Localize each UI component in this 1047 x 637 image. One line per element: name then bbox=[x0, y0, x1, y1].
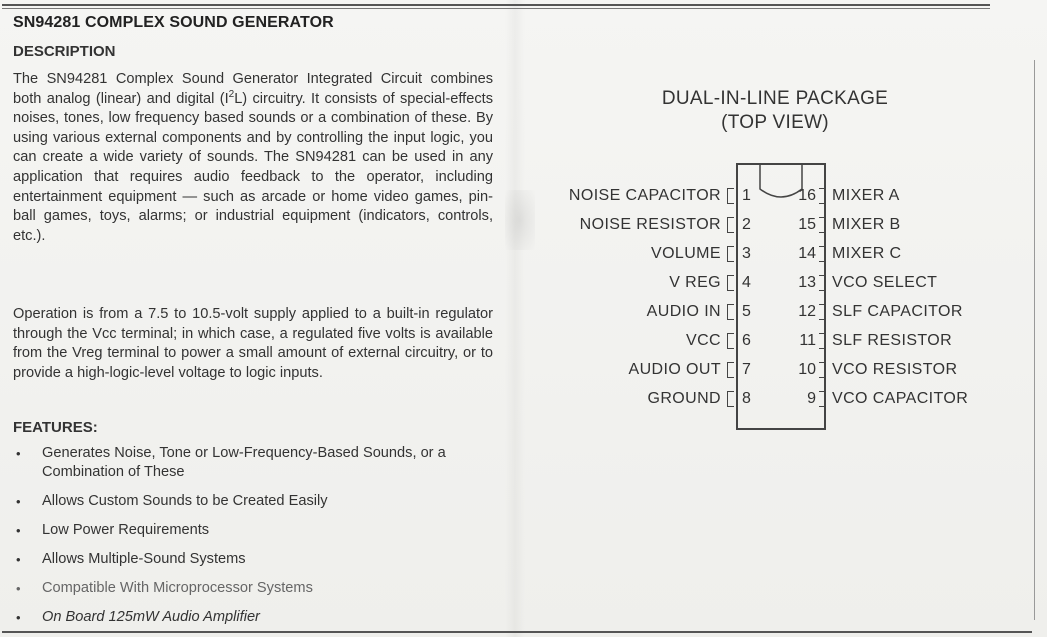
top-rule-thin bbox=[2, 8, 990, 9]
pin-number: 11 bbox=[799, 331, 816, 349]
pin-label: VCO CAPACITOR bbox=[832, 389, 969, 407]
features-list bbox=[16, 444, 506, 637]
pin-pad-icon bbox=[819, 275, 826, 291]
features-heading: FEATURES: bbox=[13, 419, 98, 436]
pin-label: AUDIO IN bbox=[646, 302, 721, 320]
pin-row-right bbox=[790, 268, 1010, 297]
pin-label: NOISE CAPACITOR bbox=[568, 186, 721, 204]
bullet-icon: • bbox=[16, 610, 21, 625]
pin-label: AUDIO OUT bbox=[628, 360, 721, 378]
bullet-icon: • bbox=[16, 446, 21, 461]
pin-number: 16 bbox=[798, 186, 816, 204]
pin-number: 4 bbox=[742, 273, 751, 291]
pin-row-left bbox=[520, 384, 736, 413]
pin-number: 2 bbox=[742, 215, 751, 233]
pin-label: VCO RESISTOR bbox=[832, 360, 958, 378]
pin-pad-icon bbox=[819, 333, 826, 349]
pin-row-left bbox=[520, 210, 736, 239]
pin-label: SLF CAPACITOR bbox=[832, 302, 963, 320]
pin-number: 6 bbox=[742, 331, 751, 349]
feature-item bbox=[16, 492, 506, 511]
pin-row-left bbox=[520, 239, 736, 268]
pin-label: V REG bbox=[669, 273, 721, 291]
pin-pad-icon bbox=[727, 275, 734, 291]
pin-number: 15 bbox=[798, 215, 816, 233]
feature-item bbox=[16, 550, 506, 569]
pin-row-right bbox=[790, 355, 1010, 384]
pin-row-left bbox=[520, 297, 736, 326]
superscript-2: 2 bbox=[228, 88, 235, 100]
feature-text: Compatible With Microprocessor Systems bbox=[42, 580, 313, 596]
pin-pad-icon bbox=[819, 217, 826, 233]
pin-row-left bbox=[520, 268, 736, 297]
pin-row-right bbox=[790, 181, 1010, 210]
feature-text: On Board 125mW Audio Amplifier bbox=[42, 609, 260, 625]
bullet-icon: • bbox=[16, 494, 21, 509]
feature-item bbox=[16, 521, 506, 540]
pin-number: 1 bbox=[742, 186, 751, 204]
pin-pad-icon bbox=[819, 304, 826, 320]
feature-text: Generates Noise, Tone or Low-Frequency-Based Sounds, or a Combination of These bbox=[42, 445, 446, 480]
pin-pad-icon bbox=[727, 188, 734, 204]
pin-number: 14 bbox=[798, 244, 816, 262]
pin-label: GROUND bbox=[647, 389, 721, 407]
feature-item bbox=[16, 579, 506, 598]
pin-row-left bbox=[520, 355, 736, 384]
right-edge-line bbox=[1034, 60, 1035, 620]
pin-row-right bbox=[790, 297, 1010, 326]
description-paragraph-1 bbox=[13, 70, 493, 246]
description-heading: DESCRIPTION bbox=[13, 43, 116, 60]
pin-number: 5 bbox=[742, 302, 751, 320]
pin-label: VCO SELECT bbox=[832, 273, 938, 291]
pin-number: 9 bbox=[807, 389, 816, 407]
pin-pad-icon bbox=[819, 391, 826, 407]
document-title: SN94281 COMPLEX SOUND GENERATOR bbox=[13, 14, 334, 31]
pin-row-right bbox=[790, 384, 1010, 413]
pin-label: MIXER A bbox=[832, 186, 900, 204]
feature-text: Allows Custom Sounds to be Created Easily bbox=[42, 493, 328, 509]
description-p1-text-a: The SN94281 Complex Sound Generator Integrated Circuit combines both analog (linear) and digital (I bbox=[13, 71, 493, 107]
pin-number: 3 bbox=[742, 244, 751, 262]
pin-pad-icon bbox=[727, 391, 734, 407]
pin-pad-icon bbox=[727, 217, 734, 233]
pin-pad-icon bbox=[819, 246, 826, 262]
pin-row-left bbox=[520, 326, 736, 355]
pin-number: 7 bbox=[742, 360, 751, 378]
package-subtitle: (TOP VIEW) bbox=[721, 112, 829, 133]
pin-number: 8 bbox=[742, 389, 751, 407]
description-p2-text: Operation is from a 7.5 to 10.5-volt supply applied to a built-in regulator through the Vcc terminal; in which case, a regulated five volts is available from the Vreg terminal to power a small amount of external circuitry, or to provide a high-logic-level voltage to logic inputs. bbox=[13, 306, 493, 381]
description-paragraph-2 bbox=[13, 305, 493, 383]
pin-pad-icon bbox=[727, 333, 734, 349]
feature-item bbox=[16, 608, 506, 627]
pin-number: 12 bbox=[798, 302, 816, 320]
package-title: DUAL-IN-LINE PACKAGE bbox=[661, 88, 889, 109]
bullet-icon: • bbox=[16, 523, 21, 538]
pin-row-left bbox=[520, 181, 736, 210]
top-rule bbox=[2, 4, 990, 6]
pin-row-right bbox=[790, 210, 1010, 239]
bullet-icon: • bbox=[16, 581, 21, 596]
feature-text: Allows Multiple-Sound Systems bbox=[42, 551, 246, 567]
pin-label: VOLUME bbox=[651, 244, 721, 262]
pin-pad-icon bbox=[727, 362, 734, 378]
pin-number: 13 bbox=[798, 273, 816, 291]
bullet-icon: • bbox=[16, 552, 21, 567]
pin-pad-icon bbox=[819, 188, 826, 204]
description-p1-text-b: L) circuitry. It consists of special-effects noises, tones, low frequency based sounds or a combination of these. By using various external components and by controlling the input logic, you can create a wide variety of sounds. The SN94281 can be used in any application that requires audio feedback to the operator, including entertainment equipment — such as arcade or home video games, pin-ball games, toys, alarms; or industrial equipment (indicators, controls, etc.). bbox=[13, 90, 493, 244]
pin-number: 10 bbox=[798, 360, 816, 378]
pin-label: SLF RESISTOR bbox=[832, 331, 953, 349]
pin-label: VCC bbox=[686, 331, 721, 349]
feature-text: Low Power Requirements bbox=[42, 522, 210, 538]
pin-row-right bbox=[790, 239, 1010, 268]
pin-pad-icon bbox=[727, 246, 734, 262]
pin-label: MIXER C bbox=[832, 244, 902, 262]
pin-label: MIXER B bbox=[832, 215, 901, 233]
pin-pad-icon bbox=[727, 304, 734, 320]
feature-item bbox=[16, 444, 506, 482]
pin-pad-icon bbox=[819, 362, 826, 378]
pin-label: NOISE RESISTOR bbox=[579, 215, 721, 233]
pin-row-right bbox=[790, 326, 1010, 355]
